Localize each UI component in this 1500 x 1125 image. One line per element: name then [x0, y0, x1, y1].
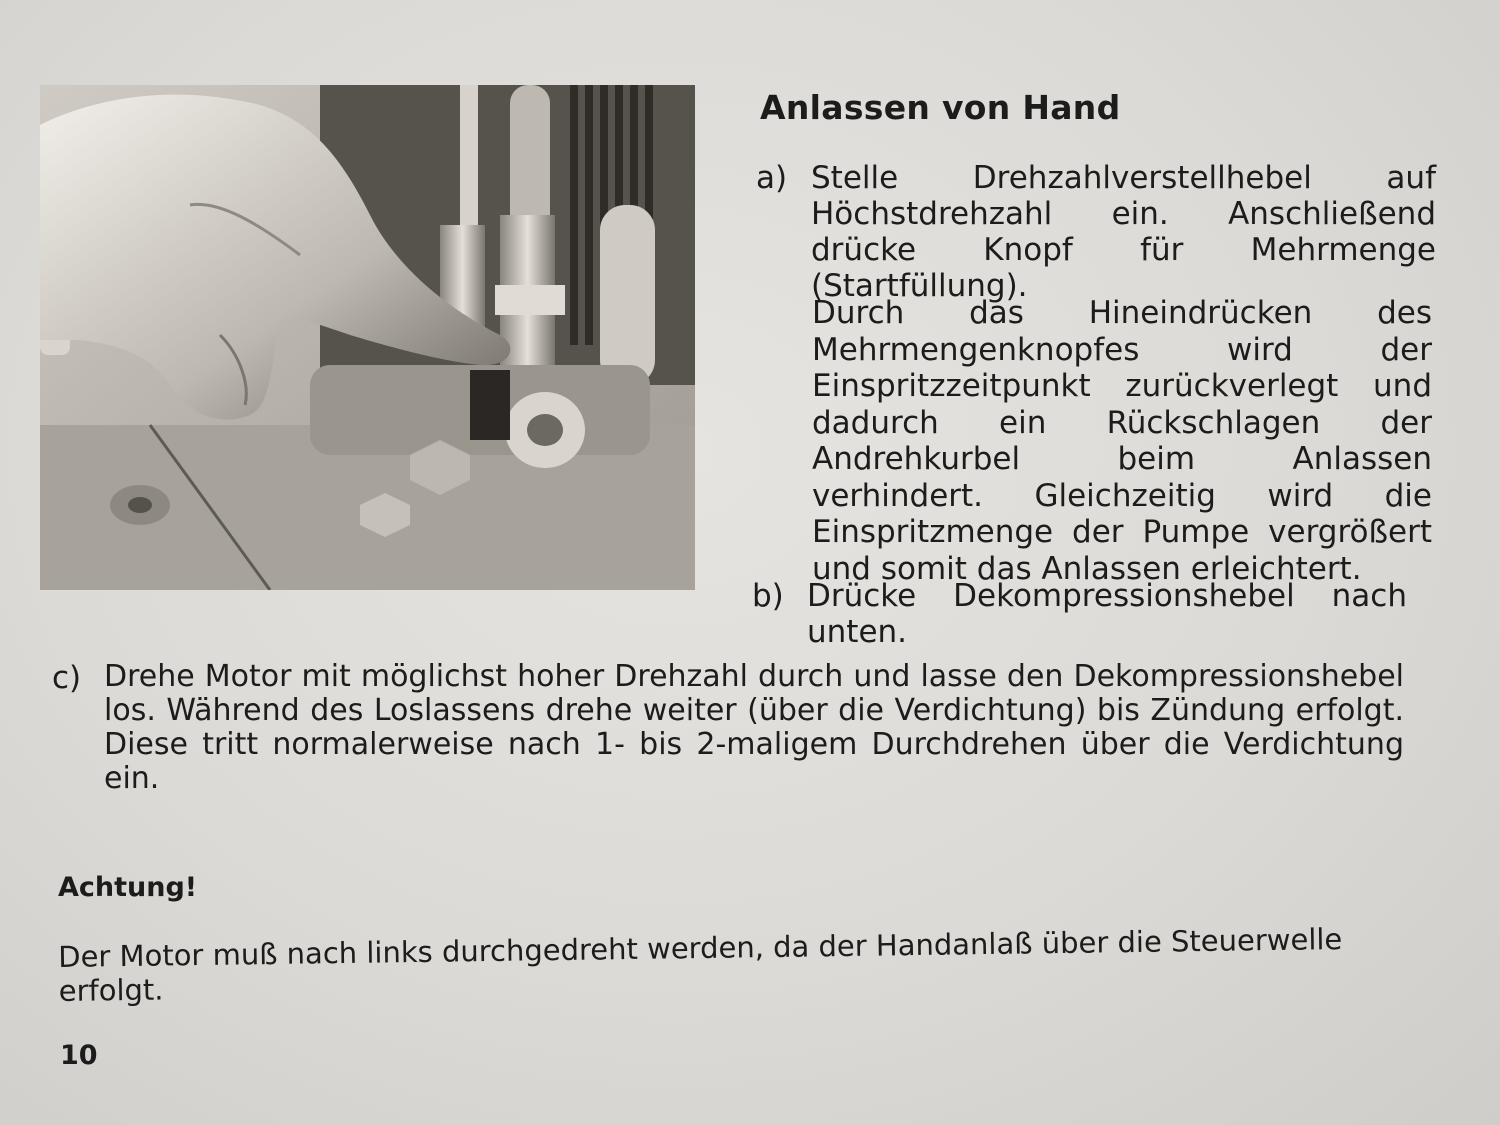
- section-heading: Anlassen von Hand: [760, 88, 1121, 127]
- step-b-text: Drücke Dekompressionshebel nach unten.: [807, 578, 1407, 650]
- hand-on-engine-illustration: [40, 85, 695, 590]
- warning-text: Der Motor muß nach links durchgedreht werden, da der Handanlaß über die Steuerwelle erfolgt.: [58, 922, 1343, 1008]
- warning-title: Achtung!: [58, 872, 198, 903]
- step-c-marker: c): [52, 660, 82, 696]
- step-c: [52, 660, 1412, 810]
- step-a-text: Stelle Drehzahlverstellhebel auf Höchstdrehzahl ein. Anschließend drücke Knopf für Mehrmenge (Startfüllung).: [811, 160, 1436, 304]
- step-b: [752, 578, 1442, 653]
- engine-photo: [40, 85, 695, 590]
- step-c-text: Drehe Motor mit möglichst hoher Drehzahl durch und lasse den Dekompressionshebel los. Während des Loslassens drehe weiter (über die Verdichtung) bis Zündung erfolgt. Diese tritt normalerweise nach 1- bis 2-maligem Durchdrehen über die Verdichtung ein.: [104, 659, 1404, 796]
- step-a: [756, 160, 1446, 304]
- step-a-marker: a): [756, 160, 788, 196]
- page-number: 10: [60, 1040, 98, 1071]
- step-b-marker: b): [752, 578, 784, 614]
- step-a-explanation: Durch das Hineindrücken des Mehrmengenknopfes wird der Einspritzzeitpunkt zurückverlegt und dadurch ein Rückschlagen der Andrehkurbel beim Anlassen verhindert. Gleichzeitig wird die Einspritzmenge der Pumpe vergrößert und somit das Anlassen erleichtert.: [812, 295, 1432, 587]
